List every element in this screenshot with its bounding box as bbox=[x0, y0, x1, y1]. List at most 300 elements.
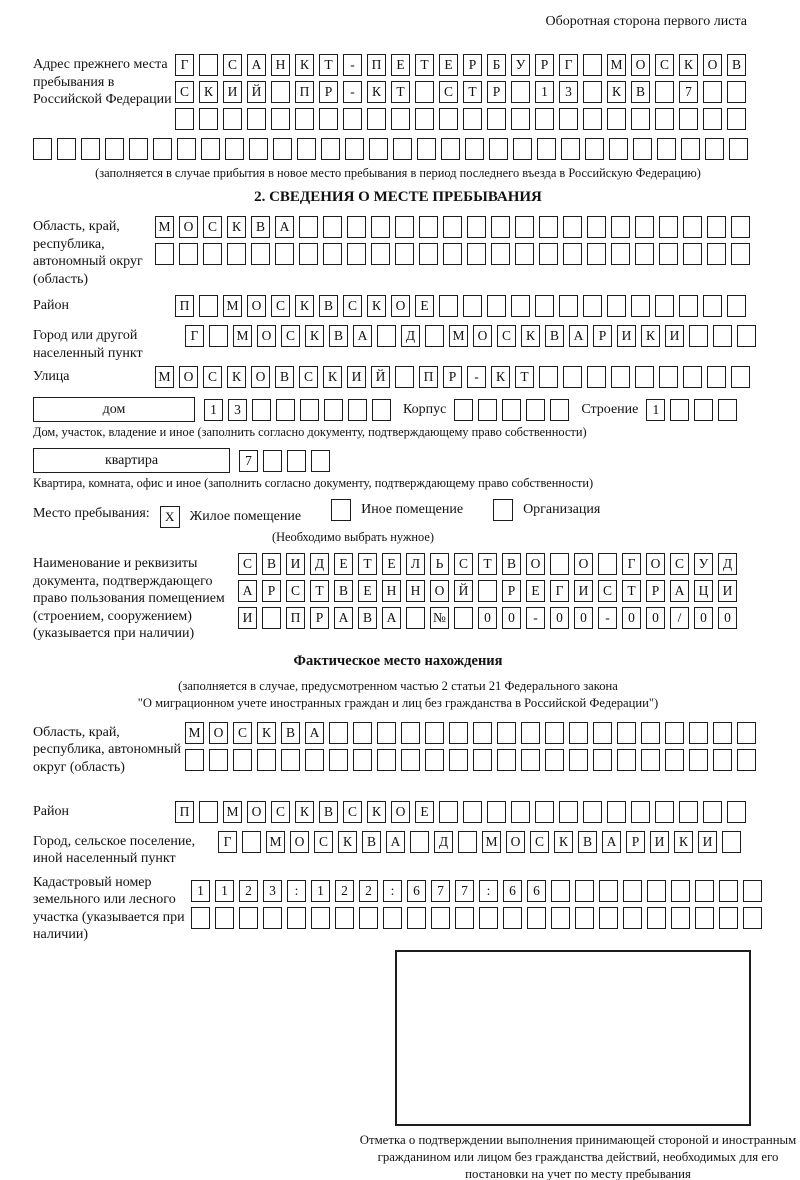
field-ulitsa bbox=[33, 366, 763, 393]
char-box bbox=[443, 243, 462, 265]
char-box bbox=[439, 801, 458, 823]
char-box bbox=[383, 907, 402, 929]
char-box: 0 bbox=[694, 607, 713, 629]
char-box bbox=[395, 216, 414, 238]
char-box bbox=[478, 399, 497, 421]
char-box bbox=[718, 399, 737, 421]
char-box: Т bbox=[310, 580, 329, 602]
char-box: Т bbox=[478, 553, 497, 575]
prev-address-extra-row bbox=[33, 138, 763, 160]
char-box bbox=[611, 216, 630, 238]
char-box bbox=[463, 108, 482, 130]
char-box: К bbox=[607, 81, 626, 103]
char-box: К bbox=[323, 366, 342, 388]
char-box bbox=[377, 722, 396, 744]
char-box bbox=[487, 801, 506, 823]
char-box: 1 bbox=[646, 399, 665, 421]
char-box bbox=[263, 450, 282, 472]
char-box bbox=[425, 325, 444, 347]
char-box bbox=[569, 722, 588, 744]
char-box: С bbox=[233, 722, 252, 744]
char-box bbox=[551, 880, 570, 902]
char-box bbox=[559, 801, 578, 823]
char-box: К bbox=[305, 325, 324, 347]
char-box: С bbox=[439, 81, 458, 103]
char-box bbox=[199, 54, 218, 76]
char-row bbox=[204, 399, 391, 421]
char-box: А bbox=[238, 580, 257, 602]
char-box bbox=[635, 216, 654, 238]
char-box: № bbox=[430, 607, 449, 629]
char-row bbox=[155, 243, 763, 265]
char-box bbox=[257, 749, 276, 771]
char-box bbox=[425, 722, 444, 744]
kadastr-label: Кадастровый номер земельного или лесного участка (указывается при наличии) bbox=[33, 874, 185, 942]
char-box: К bbox=[227, 216, 246, 238]
char-box: Н bbox=[382, 580, 401, 602]
char-box bbox=[511, 295, 530, 317]
char-box bbox=[323, 216, 342, 238]
char-box bbox=[473, 749, 492, 771]
char-box bbox=[491, 243, 510, 265]
ownership-document-grid bbox=[238, 553, 763, 634]
char-box: Д bbox=[434, 831, 453, 853]
char-box: Д bbox=[401, 325, 420, 347]
char-box: Ц bbox=[694, 580, 713, 602]
char-box bbox=[324, 399, 343, 421]
char-box bbox=[347, 216, 366, 238]
char-box: С bbox=[299, 366, 318, 388]
char-box: П bbox=[175, 295, 194, 317]
char-box: О bbox=[646, 553, 665, 575]
char-box: С bbox=[343, 295, 362, 317]
char-box bbox=[319, 108, 338, 130]
char-box: С bbox=[281, 325, 300, 347]
char-box: С bbox=[271, 801, 290, 823]
char-box: О bbox=[391, 801, 410, 823]
char-box: К bbox=[491, 366, 510, 388]
char-box: 0 bbox=[622, 607, 641, 629]
char-box bbox=[497, 749, 516, 771]
char-box: О bbox=[247, 295, 266, 317]
char-box bbox=[679, 295, 698, 317]
char-box bbox=[587, 216, 606, 238]
char-box: С bbox=[271, 295, 290, 317]
field-place-type bbox=[33, 499, 763, 528]
char-box: Е bbox=[382, 553, 401, 575]
char-box: В bbox=[727, 54, 746, 76]
char-box: И bbox=[718, 580, 737, 602]
char-box bbox=[681, 138, 700, 160]
char-box: К bbox=[199, 81, 218, 103]
char-box bbox=[689, 722, 708, 744]
char-box bbox=[707, 216, 726, 238]
char-row bbox=[175, 108, 763, 130]
kvartira-caption: Квартира, комната, офис и иное (заполнить согласно документу, подтверждающему право собственности) bbox=[33, 476, 594, 490]
char-box: 0 bbox=[718, 607, 737, 629]
option-label: Иное помещение bbox=[361, 502, 464, 517]
char-box: : bbox=[479, 880, 498, 902]
char-box bbox=[455, 907, 474, 929]
char-box bbox=[623, 880, 642, 902]
char-box: 7 bbox=[431, 880, 450, 902]
char-box bbox=[395, 243, 414, 265]
char-box bbox=[209, 325, 228, 347]
char-box: Г bbox=[550, 580, 569, 602]
kvartira-type-box: квартира bbox=[33, 448, 230, 473]
kadastr-grid bbox=[191, 872, 763, 934]
char-box bbox=[657, 138, 676, 160]
char-box bbox=[473, 722, 492, 744]
field-oblast bbox=[33, 216, 763, 292]
char-box bbox=[343, 108, 362, 130]
char-box: К bbox=[674, 831, 693, 853]
char-box bbox=[155, 243, 174, 265]
char-box: Т bbox=[622, 580, 641, 602]
char-box: О bbox=[391, 295, 410, 317]
char-box: И bbox=[238, 607, 257, 629]
char-box bbox=[587, 243, 606, 265]
char-box bbox=[713, 325, 732, 347]
char-box: 1 bbox=[215, 880, 234, 902]
char-box bbox=[439, 108, 458, 130]
char-box bbox=[271, 108, 290, 130]
char-row bbox=[175, 81, 763, 103]
char-box bbox=[539, 366, 558, 388]
char-box bbox=[300, 399, 319, 421]
char-box bbox=[321, 138, 340, 160]
kvartira-grid bbox=[239, 450, 330, 472]
char-box: В bbox=[262, 553, 281, 575]
char-box bbox=[703, 801, 722, 823]
char-box bbox=[175, 108, 194, 130]
char-box: Е bbox=[526, 580, 545, 602]
char-box: С bbox=[598, 580, 617, 602]
char-box bbox=[271, 81, 290, 103]
char-box bbox=[521, 749, 540, 771]
char-box: Р bbox=[443, 366, 462, 388]
char-box bbox=[225, 138, 244, 160]
char-box bbox=[391, 108, 410, 130]
char-box bbox=[727, 81, 746, 103]
raion-actual-label: Район bbox=[33, 803, 69, 819]
char-box bbox=[703, 295, 722, 317]
char-box: - bbox=[343, 54, 362, 76]
field-raion bbox=[33, 295, 763, 322]
char-box: М bbox=[266, 831, 285, 853]
char-box bbox=[479, 907, 498, 929]
char-box: М bbox=[449, 325, 468, 347]
char-box bbox=[247, 108, 266, 130]
char-box: О bbox=[574, 553, 593, 575]
char-box: У bbox=[694, 553, 713, 575]
actual-location-title: Фактическое место нахождения bbox=[293, 652, 503, 669]
char-box bbox=[273, 138, 292, 160]
char-box: И bbox=[617, 325, 636, 347]
char-box: К bbox=[367, 81, 386, 103]
char-box bbox=[503, 907, 522, 929]
char-box bbox=[703, 81, 722, 103]
char-box bbox=[719, 880, 738, 902]
char-box: Р bbox=[310, 607, 329, 629]
char-box: Т bbox=[463, 81, 482, 103]
char-box bbox=[535, 295, 554, 317]
char-row bbox=[33, 138, 763, 160]
char-box bbox=[487, 295, 506, 317]
confirmation-stamp-box bbox=[395, 950, 751, 1126]
char-box bbox=[419, 216, 438, 238]
char-box bbox=[276, 399, 295, 421]
char-box bbox=[372, 399, 391, 421]
char-box bbox=[743, 880, 762, 902]
char-row bbox=[191, 907, 763, 929]
char-box bbox=[705, 138, 724, 160]
char-box bbox=[242, 831, 261, 853]
char-box: У bbox=[511, 54, 530, 76]
char-box: К bbox=[679, 54, 698, 76]
char-box bbox=[575, 907, 594, 929]
char-box bbox=[729, 138, 748, 160]
char-box bbox=[659, 216, 678, 238]
char-box bbox=[607, 295, 626, 317]
char-box bbox=[297, 138, 316, 160]
char-box: О bbox=[209, 722, 228, 744]
char-box bbox=[431, 907, 450, 929]
char-box bbox=[515, 243, 534, 265]
char-box bbox=[559, 295, 578, 317]
char-box bbox=[551, 907, 570, 929]
char-box bbox=[323, 243, 342, 265]
char-box bbox=[707, 366, 726, 388]
field-ownership-document bbox=[33, 553, 763, 643]
char-box: Д bbox=[310, 553, 329, 575]
char-box: А bbox=[247, 54, 266, 76]
char-box: С bbox=[497, 325, 516, 347]
char-box bbox=[311, 907, 330, 929]
char-row bbox=[175, 295, 763, 317]
char-box bbox=[129, 138, 148, 160]
char-box: О bbox=[631, 54, 650, 76]
char-box: Й bbox=[371, 366, 390, 388]
char-box bbox=[348, 399, 367, 421]
char-box bbox=[655, 801, 674, 823]
char-box: 6 bbox=[503, 880, 522, 902]
char-box bbox=[731, 366, 750, 388]
char-box bbox=[593, 722, 612, 744]
char-box bbox=[713, 749, 732, 771]
char-box: Г bbox=[622, 553, 641, 575]
char-box: И bbox=[665, 325, 684, 347]
char-box: 0 bbox=[550, 607, 569, 629]
char-box: Е bbox=[358, 580, 377, 602]
char-box: О bbox=[251, 366, 270, 388]
char-box: М bbox=[155, 366, 174, 388]
char-box: О bbox=[473, 325, 492, 347]
char-box bbox=[57, 138, 76, 160]
char-box: Р bbox=[262, 580, 281, 602]
char-box bbox=[233, 749, 252, 771]
dom-number-grid bbox=[204, 399, 391, 421]
char-box bbox=[401, 749, 420, 771]
char-box bbox=[679, 801, 698, 823]
field-dom bbox=[33, 397, 763, 422]
char-box bbox=[599, 907, 618, 929]
char-box bbox=[743, 907, 762, 929]
char-box: 6 bbox=[407, 880, 426, 902]
char-box: К bbox=[367, 295, 386, 317]
char-box bbox=[199, 108, 218, 130]
char-box bbox=[251, 243, 270, 265]
ownership-document-label: Наименование и реквизиты документа, подтверждающего право пользования помещением (строением, сооружением) (указывается при наличии) bbox=[33, 556, 225, 641]
char-box: В bbox=[275, 366, 294, 388]
char-box: И bbox=[286, 553, 305, 575]
char-box bbox=[467, 216, 486, 238]
char-box: С bbox=[286, 580, 305, 602]
char-box bbox=[353, 749, 372, 771]
char-box bbox=[347, 243, 366, 265]
gorod-actual-grid bbox=[218, 831, 763, 858]
char-box bbox=[607, 108, 626, 130]
char-box bbox=[635, 243, 654, 265]
char-box: Р bbox=[626, 831, 645, 853]
char-box: И bbox=[574, 580, 593, 602]
char-box: С bbox=[530, 831, 549, 853]
char-box: Й bbox=[454, 580, 473, 602]
char-box bbox=[631, 801, 650, 823]
char-box: - bbox=[467, 366, 486, 388]
char-box bbox=[545, 722, 564, 744]
char-box bbox=[227, 243, 246, 265]
char-box bbox=[641, 722, 660, 744]
char-box bbox=[223, 108, 242, 130]
char-box: О bbox=[179, 366, 198, 388]
char-box: В bbox=[362, 831, 381, 853]
char-box: Й bbox=[247, 81, 266, 103]
oblast-label: Область, край, республика, автономный округ (область) bbox=[33, 219, 143, 287]
char-box bbox=[683, 216, 702, 238]
char-box: П bbox=[367, 54, 386, 76]
char-box bbox=[497, 722, 516, 744]
char-box: С bbox=[203, 216, 222, 238]
char-box bbox=[671, 880, 690, 902]
char-box: К bbox=[367, 801, 386, 823]
char-box: Р bbox=[487, 81, 506, 103]
char-box: А bbox=[382, 607, 401, 629]
place-type-note: (Необходимо выбрать нужное) bbox=[271, 530, 435, 544]
char-box: Р bbox=[319, 81, 338, 103]
char-box bbox=[607, 801, 626, 823]
char-box bbox=[467, 243, 486, 265]
char-box: К bbox=[338, 831, 357, 853]
char-row bbox=[191, 880, 763, 902]
char-box bbox=[295, 108, 314, 130]
char-box bbox=[665, 722, 684, 744]
char-box bbox=[527, 907, 546, 929]
char-box: К bbox=[521, 325, 540, 347]
char-box: А bbox=[386, 831, 405, 853]
char-box bbox=[647, 880, 666, 902]
char-box bbox=[487, 108, 506, 130]
oblast-actual-label: Область, край, республика, автономный округ (область) bbox=[33, 724, 182, 775]
char-box: О bbox=[290, 831, 309, 853]
char-box bbox=[563, 216, 582, 238]
char-box bbox=[683, 243, 702, 265]
char-box: А bbox=[670, 580, 689, 602]
char-box: П bbox=[286, 607, 305, 629]
char-box: В bbox=[334, 580, 353, 602]
char-box: - bbox=[343, 81, 362, 103]
char-box bbox=[583, 108, 602, 130]
char-box bbox=[635, 366, 654, 388]
confirmation-stamp-note: Отметка о подтверждении выполнения принимающей стороной и иностранным гражданином или лицом без гражданства действий, необходимых для его постановки на учет по месту пребывания bbox=[359, 1132, 797, 1180]
char-box: 7 bbox=[455, 880, 474, 902]
char-box: К bbox=[641, 325, 660, 347]
char-box bbox=[311, 450, 330, 472]
char-box: В bbox=[358, 607, 377, 629]
char-box: К bbox=[295, 54, 314, 76]
char-box bbox=[731, 243, 750, 265]
korpus-label: Корпус bbox=[403, 401, 447, 417]
char-box: Т bbox=[391, 81, 410, 103]
place-type-option bbox=[160, 506, 301, 528]
char-box: 3 bbox=[263, 880, 282, 902]
oblast-actual-grid bbox=[185, 722, 763, 776]
char-box: В bbox=[631, 81, 650, 103]
char-box bbox=[262, 607, 281, 629]
char-box bbox=[713, 722, 732, 744]
char-row bbox=[238, 580, 763, 602]
char-row bbox=[646, 399, 737, 421]
char-box: 2 bbox=[335, 880, 354, 902]
char-box: М bbox=[185, 722, 204, 744]
char-row bbox=[238, 553, 763, 575]
char-box bbox=[598, 553, 617, 575]
char-box bbox=[287, 907, 306, 929]
char-box bbox=[727, 108, 746, 130]
char-box: О bbox=[430, 580, 449, 602]
char-box bbox=[511, 108, 530, 130]
char-box bbox=[526, 399, 545, 421]
char-box: М bbox=[223, 295, 242, 317]
char-box bbox=[203, 243, 222, 265]
char-box: Р bbox=[646, 580, 665, 602]
char-box bbox=[559, 108, 578, 130]
char-box: С bbox=[655, 54, 674, 76]
char-box bbox=[275, 243, 294, 265]
char-box bbox=[537, 138, 556, 160]
prev-address-label: Адрес прежнего места пребывания в Российской Федерации bbox=[33, 57, 172, 107]
char-box: И bbox=[223, 81, 242, 103]
char-box: Г bbox=[175, 54, 194, 76]
place-type-option bbox=[493, 499, 600, 521]
char-box bbox=[153, 138, 172, 160]
char-box bbox=[345, 138, 364, 160]
char-box bbox=[521, 722, 540, 744]
char-box bbox=[491, 216, 510, 238]
char-box: С bbox=[314, 831, 333, 853]
char-box bbox=[454, 607, 473, 629]
char-box: Ь bbox=[430, 553, 449, 575]
char-box: Н bbox=[406, 580, 425, 602]
char-box: М bbox=[233, 325, 252, 347]
char-box: П bbox=[295, 81, 314, 103]
char-box bbox=[665, 749, 684, 771]
checkbox-checked: X bbox=[160, 506, 180, 528]
char-box bbox=[439, 295, 458, 317]
char-box: В bbox=[281, 722, 300, 744]
char-box bbox=[631, 295, 650, 317]
char-row bbox=[239, 450, 330, 472]
